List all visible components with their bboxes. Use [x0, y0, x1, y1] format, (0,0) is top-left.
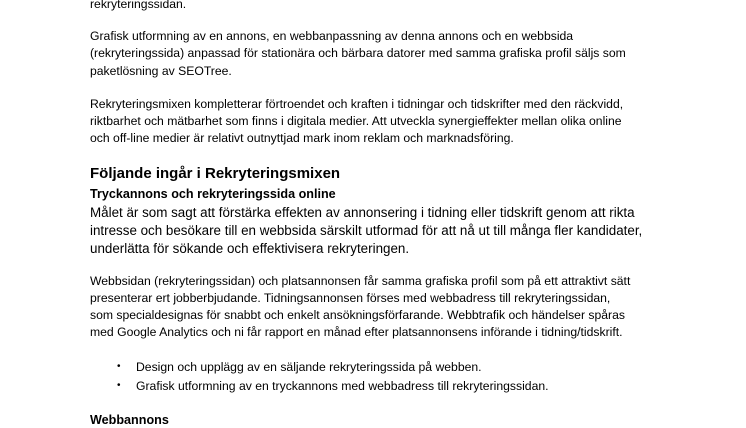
section-subheading: Tryckannons och rekryteringssida online — [90, 187, 336, 201]
bullet-dot-icon: • — [117, 380, 121, 391]
next-section-heading: Webbannons — [90, 413, 169, 427]
intro-tail: rekryteringssidan. — [90, 0, 187, 11]
para2-line-2: riktbarhet och mätbarhet som finns i digitala medier. Att utveckla synergieffekter mellan olika online — [90, 114, 622, 128]
para4-line-4: med Google Analytics och ni får rapport en månad efter platsannonsens införande i tidning/tidskrift. — [90, 325, 623, 339]
para1-line-2: (rekryteringssida) anpassad för stationära och bärbara datorer med samma grafiska profil säljs som — [90, 46, 626, 60]
para4-line-3: som specialdesignas för snabbt och enkelt ansökningsförfarande. Webbtrafik och händelser spåras — [90, 308, 625, 322]
bullet-item-2: Grafisk utformning av en tryckannons med webbadress till rekryteringssidan. — [136, 379, 549, 393]
para3-line-3: underlätta för sökande och effektivisera rekryteringen. — [90, 241, 410, 256]
para1-line-1: Grafisk utformning av en annons, en webbanpassning av denna annons och en webbsida — [90, 29, 574, 43]
para3-line-1: Målet är som sagt att förstärka effekten av annonsering i tidning eller tidskrift genom att rikta — [90, 205, 635, 220]
para4-line-2: presenterar ert jobberbjudande. Tidningsannonsen förses med webbadress till rekryteringssidan, — [90, 291, 611, 305]
section-heading: Följande ingår i Rekryteringsmixen — [90, 165, 341, 182]
para3-line-2: intresse och besökare till en webbsida särskilt utformad för att nå ut till många fler kandidater, — [90, 223, 643, 238]
para1-line-3: paketlösning av SEOTree. — [90, 64, 232, 78]
para2-line-1: Rekryteringsmixen kompletterar förtroendet och kraften i tidningar och tidskrifter med den räckvidd, — [90, 97, 624, 111]
para4-line-1: Webbsidan (rekryteringssidan) och platsannonsen får samma grafiska profil som på ett attraktivt sätt — [90, 274, 631, 288]
bullet-dot-icon: • — [117, 361, 121, 372]
para2-line-3: och off-line medier är relativt outnyttjad mark inom reklam och marknadsföring. — [90, 131, 514, 145]
bullet-item-1: Design och upplägg av en säljande rekryteringssida på webben. — [136, 360, 482, 374]
document-page — [90, 0, 690, 427]
